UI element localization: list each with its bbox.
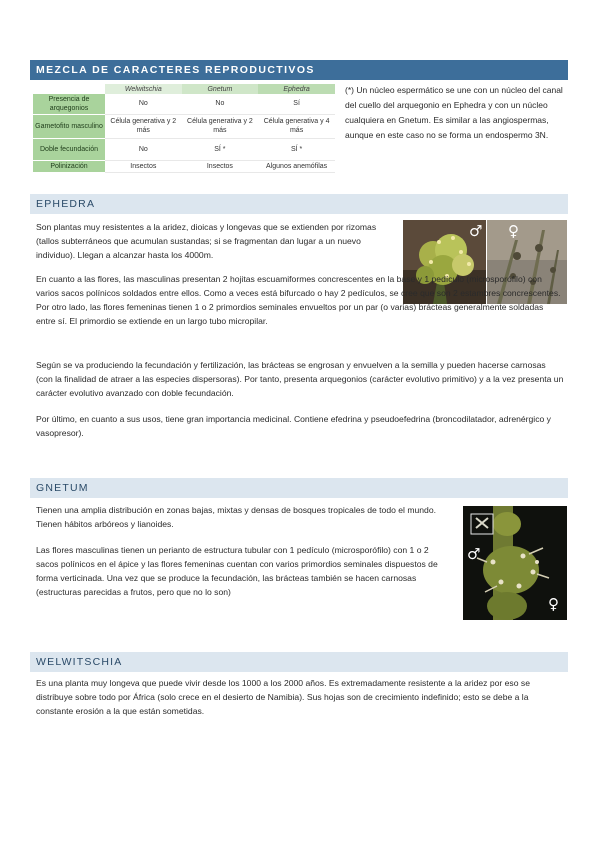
row-header: Gametofito masculino [33,114,105,138]
female-symbol: ♀ [508,222,519,240]
table-cell: No [105,138,182,160]
male-symbol: ♂ [467,545,481,563]
reproductive-traits-table [33,84,335,173]
table-cell: Célula generativa y 2 más [105,114,182,138]
ephedra-paragraph: Según se va produciendo la fecundación y fertilización, las brácteas se engrosan y envuelven a la semilla y pueden hacerse carnosas (con la finalidad de atraer a las especies dispersoras). Por tanto, presenta arquegonios (carácter evolutivo primitivo) y a la vez presenta un carácter evolutivo avanzado con doble fecundación. [36,360,564,398]
column-header: Welwitschia [105,84,182,94]
column-header: Ephedra [258,84,335,94]
row-header: Presencia de arquegonios [33,94,105,114]
table-row [33,160,335,172]
table-row [33,94,335,114]
table-cell: Sí [258,94,335,114]
table-cell: SÍ * [182,138,259,160]
row-header: Polinización [33,160,105,172]
gnetum-paragraph: Las flores masculinas tienen un perianto de estructura tubular con 1 pedículo (microsporófilo) con 1 o 2 sacos polínicos en el ápice y las flores femeninas cuentan con varios primordios seminales dispuestos de forma verticinada. Una vez que se produce la fecundación, las brácteas también se hacen carnosas (estructuras parecidas a frutos, pero que no lo son) [36,545,438,597]
welwitschia-heading: WELWITSCHIA [30,652,568,672]
table-row [33,114,335,138]
ephedra-paragraph: Son plantas muy resistentes a la aridez, dioicas y longevas que se extienden por rizomas (tallos subterráneos que acumulan sustandas; si se fragmentan dan lugar a un nuevo individuo). Llegan a alcanzar hasta los 4000m. [36,222,377,260]
table-cell: SÍ * [258,138,335,160]
gnetum-heading: GNETUM [30,478,568,498]
table-cell: Insectos [105,160,182,172]
ephedra-heading: EPHEDRA [30,194,568,214]
ephedra-paragraph: En cuanto a las flores, las masculinas presentan 2 hojitas escuamiformes concrescentes en la base y 1 pedículo (microsporófilo) con varios sacos polínicos soldados entre ellos. Como a veces está bifurcado o hay 2 pedículos, se cree que son 2 estambres concrescentes. Por otro lado, las flores femeninas tienen 1 o 2 primordios seminales envueltos por un par (o varias) brácteas generalmente soldadas entre sí. El primordio se extiende en un largo tubo micropilar. [36,274,561,326]
table-cell: Insectos [182,160,259,172]
table-cell: Célula generativa y 2 más [182,114,259,138]
table-cell: No [105,94,182,114]
column-header: Gnetum [182,84,259,94]
table-cell: No [182,94,259,114]
ephedra-paragraph: Por último, en cuanto a sus usos, tiene gran importancia medicinal. Contiene efedrina y pseudoefedrina (broncodilatador, adrenérgico y vasopresor). [36,414,551,438]
table-cell: Célula generativa y 4 más [258,114,335,138]
table-cell: Algunos anemófilas [258,160,335,172]
section-title: MEZCLA DE CARACTERES REPRODUCTIVOS [30,60,568,80]
table-row [33,138,335,160]
female-symbol: ♀ [548,595,559,613]
table-footnote: (*) Un núcleo espermático se une con un núcleo del canal del cuello del arquegonio en Ephedra y con un núcleo cualquiera en Gnetum. Es similar a las angiospermas, aunque en este caso no se forma un endospermo 3N. [345,85,563,140]
gnetum-paragraph: Tienen una amplia distribución en zonas bajas, mixtas y densas de bosques tropicales de todo el mundo. Tienen hábitos arbóreos y lianoides. [36,505,437,529]
welwitschia-paragraph: Es una planta muy longeva que puede vivir desde los 1000 a los 2000 años. Es extremadamente resistente a la aridez por eso se distribuye sobre todo por África (solo crece en el desierto de Namibia). Sus hojas son de crecimiento indefinido; esto se debe a la constante erosión a la que están sometidas. [36,678,530,716]
male-symbol: ♂ [469,222,483,240]
row-header: Doble fecundación [33,138,105,160]
